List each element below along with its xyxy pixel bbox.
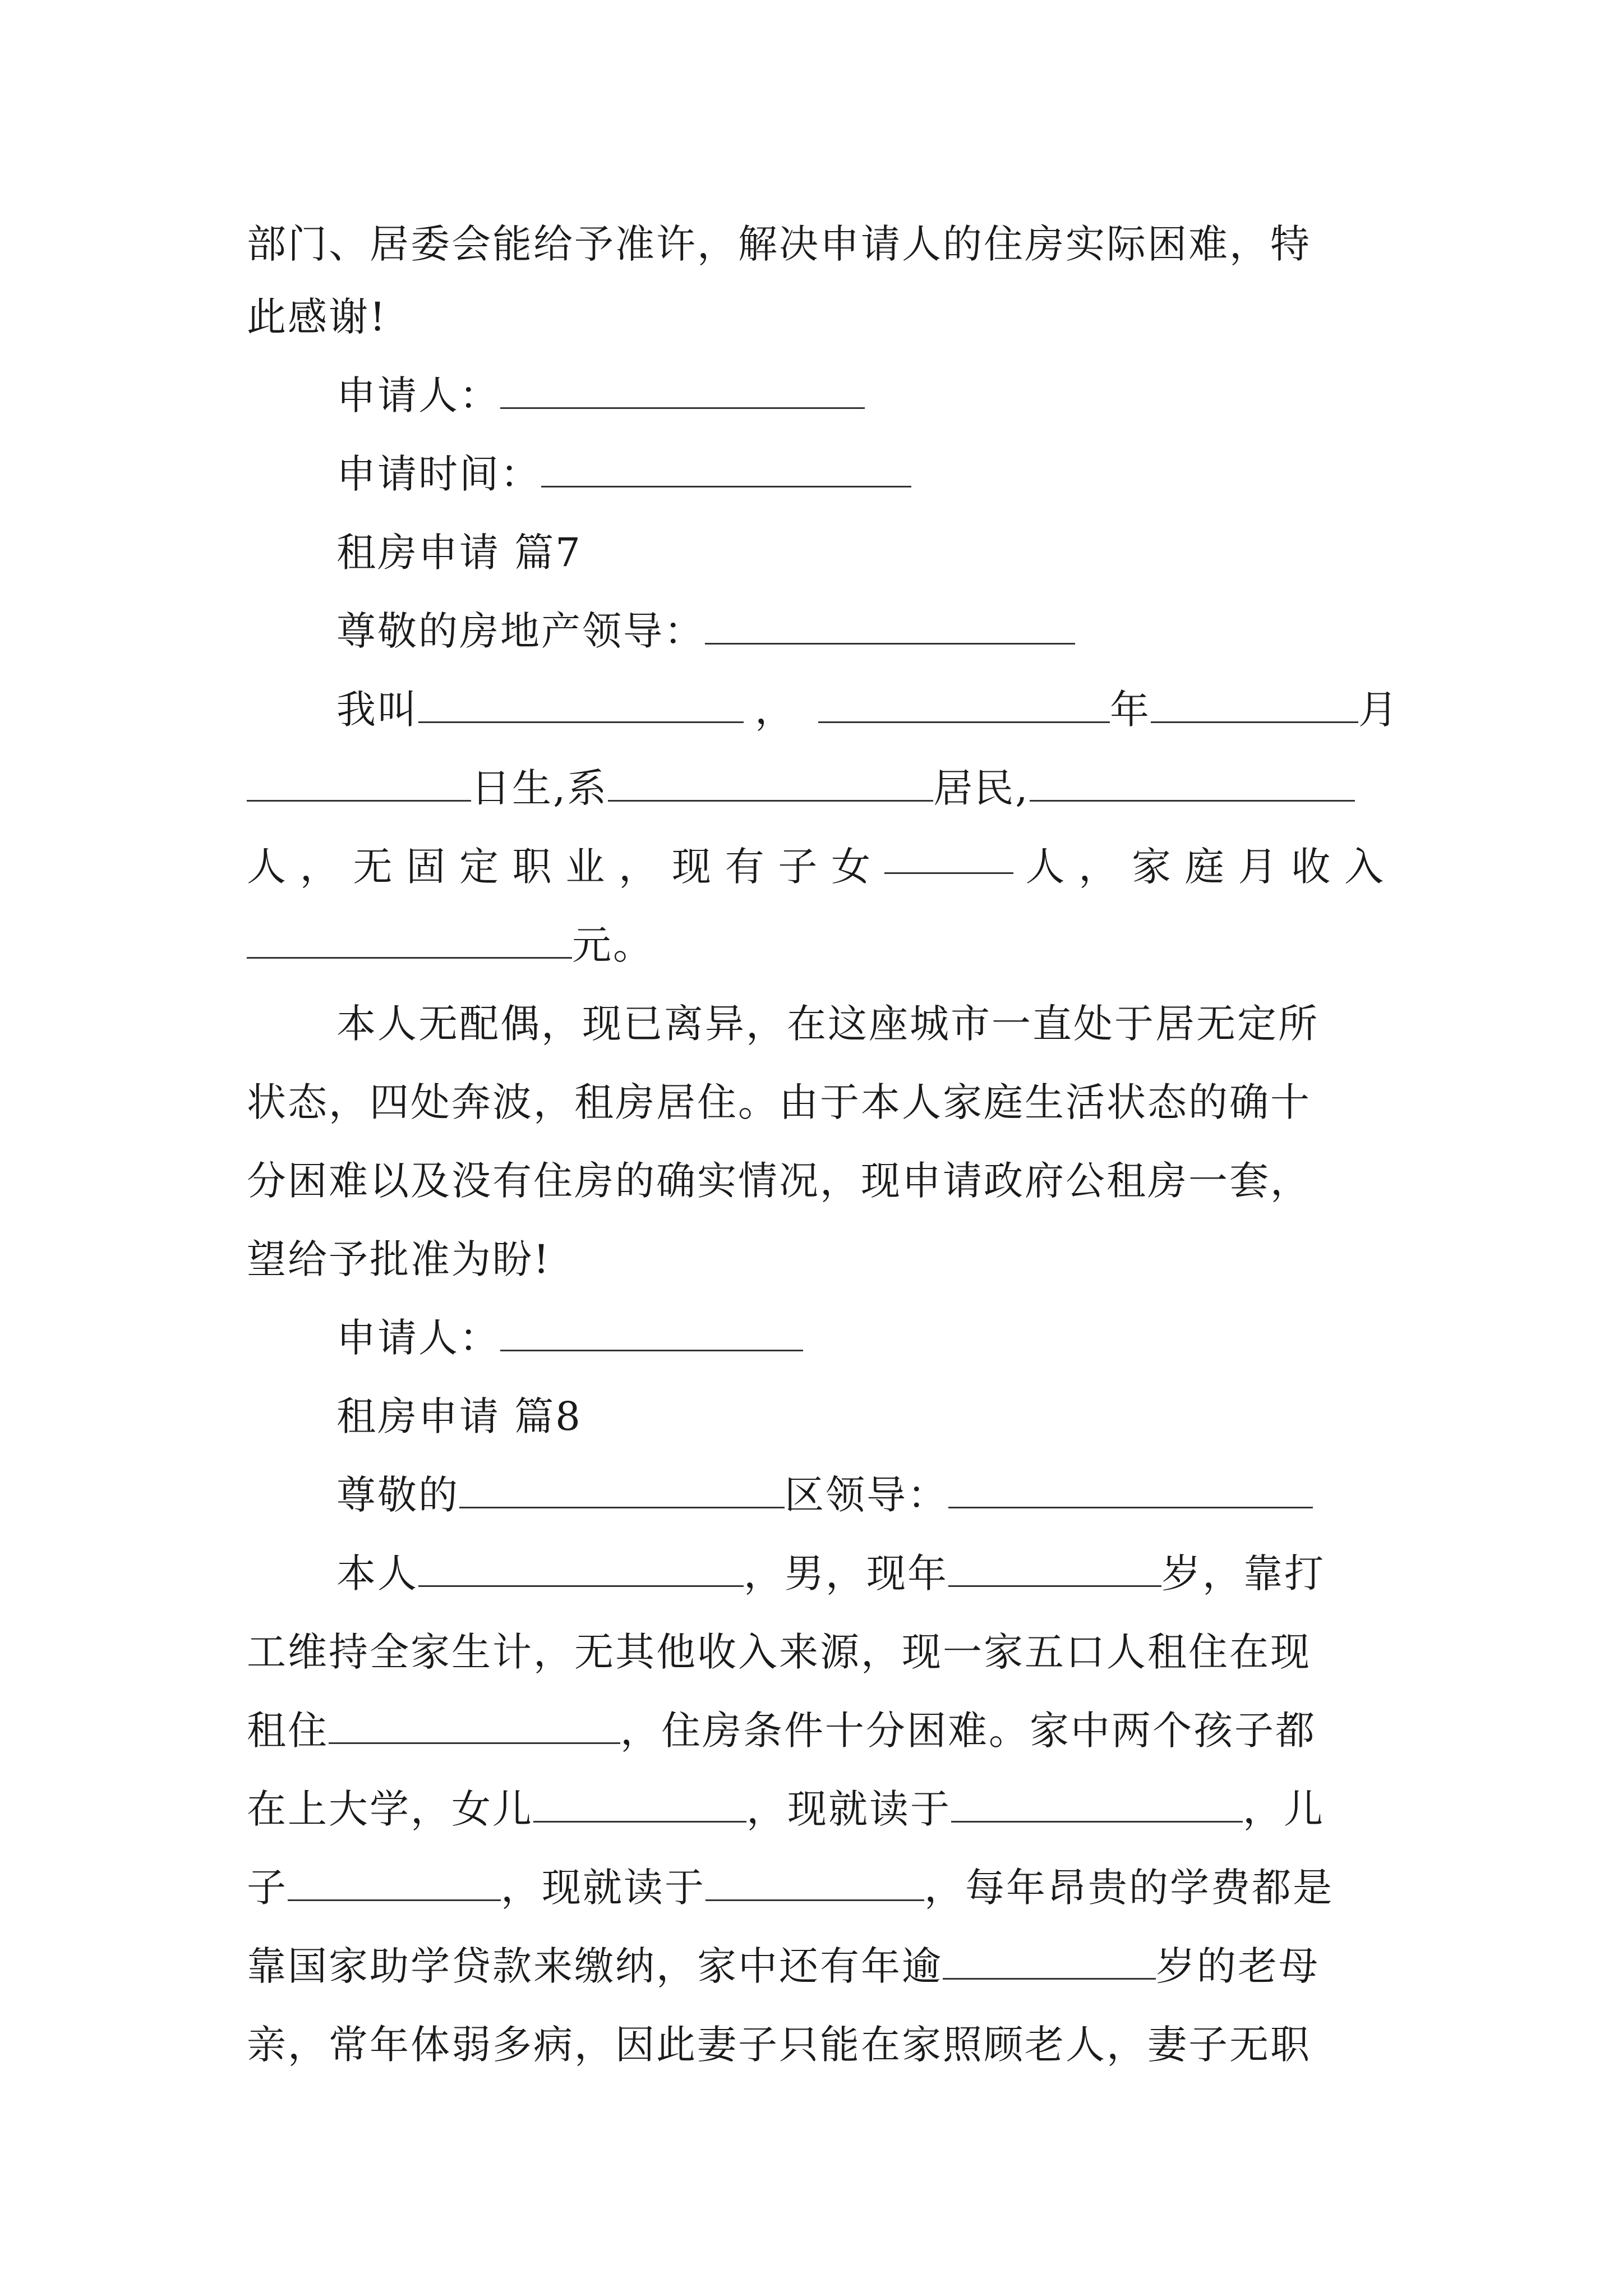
text: 状态，四处奔波，租房居住。由于本人家庭生活状态的确十	[247, 1079, 1311, 1125]
son-blank	[288, 1866, 501, 1901]
text-line	[247, 917, 654, 973]
salutation-line	[336, 1467, 1313, 1523]
text: ，	[1078, 844, 1120, 890]
birth-day-blank	[247, 766, 471, 802]
date-blank	[541, 452, 911, 487]
district-blank	[459, 1473, 785, 1508]
text-line	[247, 1153, 1311, 1209]
income-blank	[247, 923, 572, 959]
text: 月	[1238, 844, 1279, 890]
applicant-line	[336, 367, 865, 424]
text: 租住	[247, 1708, 329, 1754]
applicant-blank	[500, 374, 865, 409]
text-line	[247, 1703, 1316, 1759]
text-line	[336, 682, 1399, 738]
text: 岁的老母	[1156, 1943, 1320, 1989]
text: ，现就读于	[501, 1865, 706, 1911]
text: ，	[619, 844, 660, 890]
applicant-blank	[500, 1316, 803, 1351]
residence-blank	[608, 766, 933, 802]
text: ，男，现年	[744, 1550, 948, 1596]
salutation: 尊敬的房地产领导：	[336, 608, 705, 654]
text: ，儿	[1243, 1786, 1325, 1832]
daughter-blank	[533, 1787, 746, 1823]
daughter-school-blank	[951, 1787, 1243, 1823]
section-heading	[336, 524, 582, 581]
residence-blank-2	[1030, 766, 1355, 802]
section-title: 租房申请 篇8	[336, 1393, 582, 1439]
text: 子	[778, 844, 819, 890]
text: 入	[1344, 844, 1385, 890]
text: 亲，常年体弱多病，因此妻子只能在家照顾老人，妻子无职	[247, 2022, 1311, 2068]
text: 工维持全家生计，无其他收入来源，现一家五口人租住在现	[247, 1629, 1311, 1675]
text-line	[247, 2017, 1311, 2073]
text: 靠国家助学贷款来缴纳，家中还有年逾	[247, 1943, 943, 1989]
text: 现	[671, 844, 713, 890]
text: ，住房条件十分困难。家中两个孩子都	[620, 1708, 1316, 1754]
birth-year-blank	[818, 688, 1110, 723]
text: 分困难以及没有住房的确实情况，现申请政府公租房一套，	[247, 1158, 1311, 1204]
text: 本人	[336, 1550, 418, 1596]
text-line	[247, 216, 1311, 272]
text: 家	[1132, 844, 1173, 890]
text-line	[247, 1860, 1334, 1916]
text: 部门、居委会能给予准许，解决申请人的住房实际困难，特	[247, 221, 1311, 267]
mother-age-blank	[943, 1944, 1156, 1980]
applicant-label: 申请人：	[336, 372, 500, 418]
son-school-blank	[706, 1866, 924, 1901]
text: 本人无配偶，现已离异，在这座城市一直处于居无定所	[336, 1001, 1319, 1047]
text: 收	[1291, 844, 1332, 890]
birth-month-blank	[1151, 688, 1358, 723]
address-blank	[329, 1709, 620, 1744]
text: ，每年昂贵的学费都是	[924, 1865, 1334, 1911]
section-title: 租房申请 篇7	[336, 530, 582, 576]
text-line	[247, 839, 1385, 895]
text: ，	[755, 687, 796, 733]
text: 尊敬的	[336, 1472, 459, 1518]
name-blank	[418, 1552, 744, 1587]
text-line	[247, 1074, 1311, 1130]
text: 无	[353, 844, 394, 890]
text-line	[247, 1938, 1320, 1994]
text: 女	[831, 844, 873, 890]
text: 年	[1110, 687, 1151, 733]
text: 有	[725, 844, 766, 890]
text-line	[247, 1781, 1325, 1837]
age-blank	[948, 1552, 1161, 1587]
text: 区领导：	[785, 1472, 948, 1518]
text: 业	[565, 844, 607, 890]
text: 在上大学，女儿	[247, 1786, 533, 1832]
text-line	[336, 996, 1319, 1052]
text: 定	[459, 844, 500, 890]
text-line	[247, 289, 387, 345]
text: ，现就读于	[746, 1786, 951, 1832]
text: ，	[299, 844, 341, 890]
text: 职	[512, 844, 554, 890]
date-line	[336, 446, 911, 502]
date-label: 申请时间：	[336, 451, 541, 497]
section-heading	[336, 1388, 582, 1444]
salutation-blank	[948, 1473, 1313, 1508]
text: 我叫	[336, 687, 418, 733]
text: 居民,	[933, 765, 1030, 811]
salutation-line	[336, 603, 1075, 659]
applicant-line	[336, 1310, 803, 1366]
name-blank	[418, 688, 744, 723]
text-line	[247, 1231, 551, 1287]
text: 日生,系	[471, 765, 608, 811]
text: 人	[1025, 844, 1067, 890]
text: 子	[247, 1865, 288, 1911]
text: 此感谢!	[247, 294, 388, 340]
text-line	[247, 760, 1355, 816]
applicant-label: 申请人：	[336, 1315, 500, 1361]
text: 望给予批准为盼!	[247, 1236, 551, 1282]
text: 人	[247, 844, 288, 890]
text: 固	[406, 844, 448, 890]
text: 庭	[1184, 844, 1226, 890]
text: 元。	[572, 922, 654, 968]
text-line	[247, 1624, 1311, 1680]
text: 月	[1358, 687, 1399, 733]
text-line	[336, 1545, 1325, 1602]
salutation-blank	[705, 609, 1075, 645]
children-count-blank	[884, 839, 1013, 874]
text: 岁，靠打	[1161, 1550, 1325, 1596]
